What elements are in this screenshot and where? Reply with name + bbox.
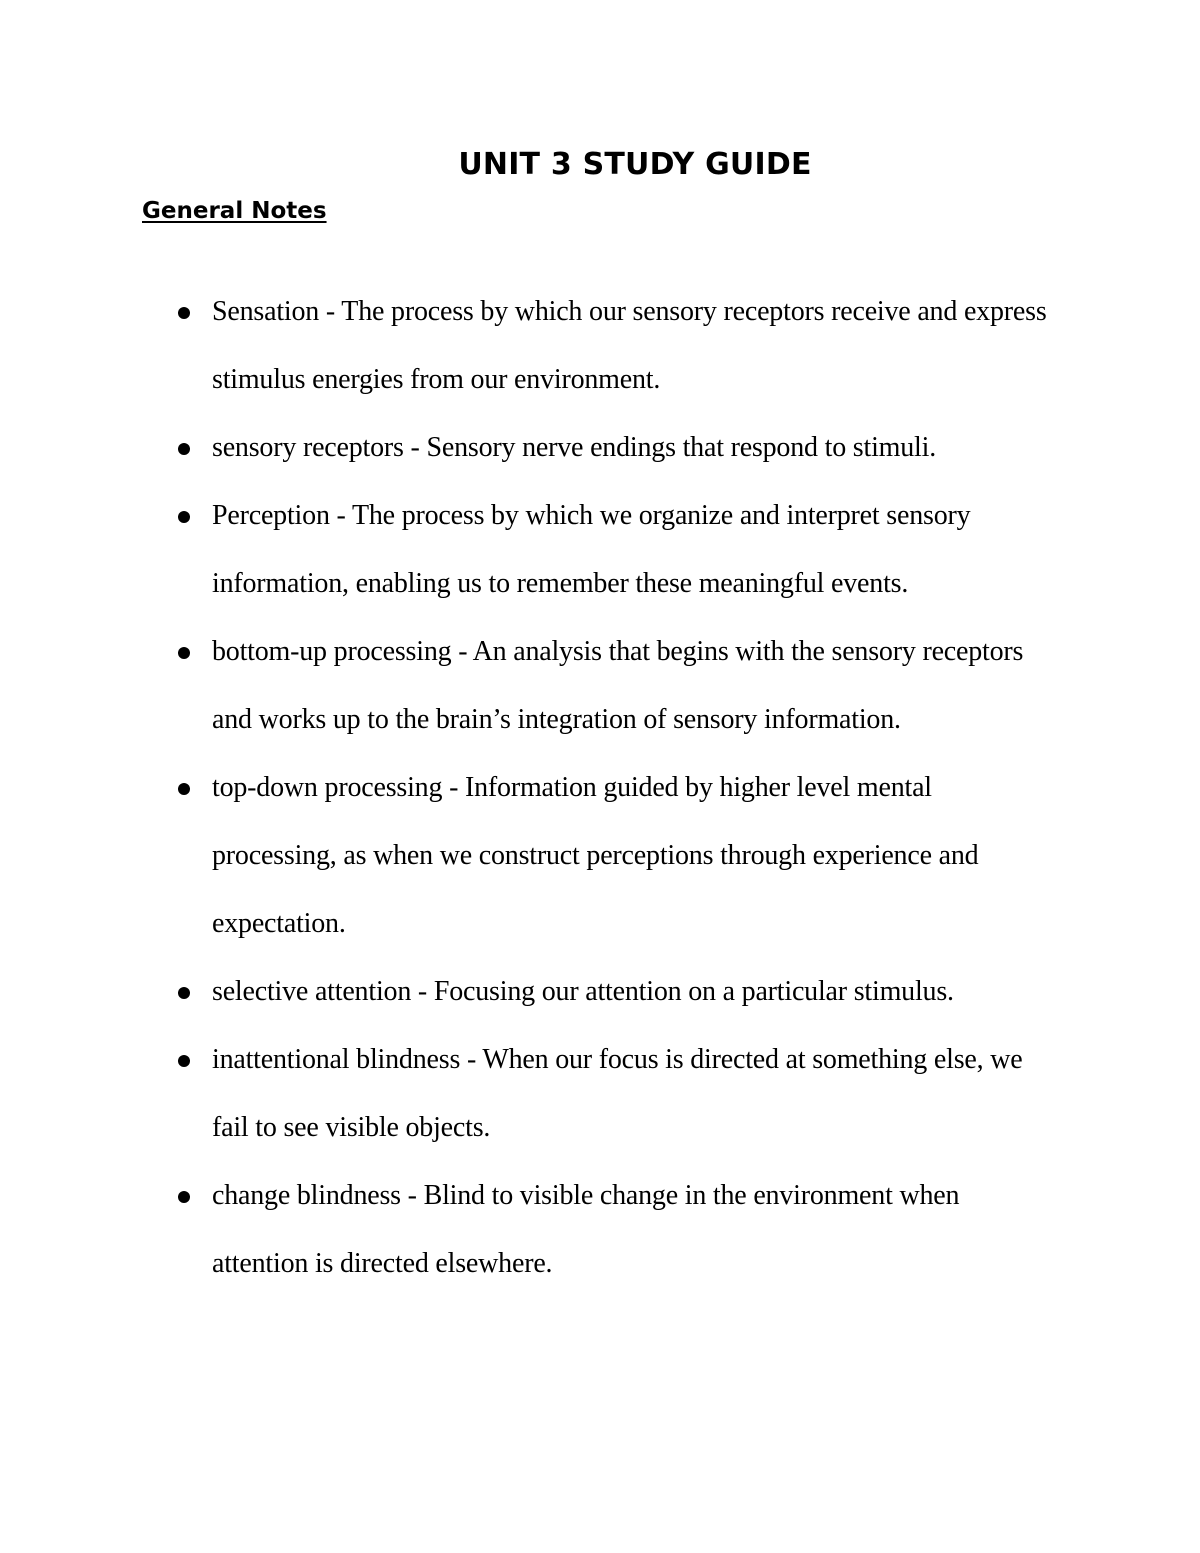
- list-item-text: inattentional blindness - When our focus is directed at something else, we fail to see visible objects.: [212, 1044, 1023, 1143]
- bullet-icon: [178, 1191, 190, 1203]
- list-item-selective-attention: [0, 958, 1200, 1026]
- bullet-icon: [178, 511, 190, 523]
- term-list: [0, 278, 1200, 1298]
- list-item-perception: [0, 482, 1200, 618]
- bullet-icon: [178, 647, 190, 659]
- bullet-icon: [178, 783, 190, 795]
- list-item-sensation: [0, 278, 1200, 414]
- list-item-inattentional-blindness: [0, 1026, 1200, 1162]
- bullet-icon: [178, 443, 190, 455]
- list-item-text: sensory receptors - Sensory nerve endings that respond to stimuli.: [212, 432, 936, 463]
- list-item-text: Sensation - The process by which our sensory receptors receive and express stimulus energies from our environment.: [212, 296, 1047, 395]
- document-title: UNIT 3 STUDY GUIDE: [458, 147, 812, 182]
- list-item-text: Perception - The process by which we organize and interpret sensory information, enabling us to remember these meaningful events.: [212, 500, 971, 599]
- list-item-change-blindness: [0, 1162, 1200, 1298]
- list-item-text: bottom-up processing - An analysis that begins with the sensory receptors and works up to the brain’s integration of sensory information.: [212, 636, 1024, 735]
- list-item-top-down-processing: [0, 754, 1200, 958]
- list-item-bottom-up-processing: [0, 618, 1200, 754]
- list-item-text: selective attention - Focusing our attention on a particular stimulus.: [212, 976, 954, 1007]
- list-item-text: change blindness - Blind to visible change in the environment when attention is directed elsewhere.: [212, 1180, 960, 1279]
- list-item-sensory-receptors: [0, 414, 1200, 482]
- section-heading-general-notes: General Notes: [142, 198, 327, 224]
- list-item-text: top-down processing - Information guided by higher level mental processing, as when we construct perceptions through experience and expectation.: [212, 772, 979, 939]
- bullet-icon: [178, 987, 190, 999]
- bullet-icon: [178, 307, 190, 319]
- bullet-icon: [178, 1055, 190, 1067]
